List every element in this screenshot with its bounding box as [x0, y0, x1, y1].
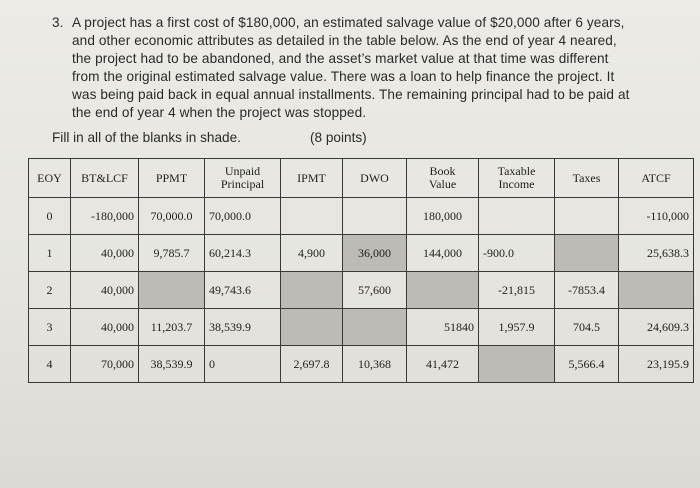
problem-line: the project had to be abandoned, and the asset’s market value at that time was different — [72, 51, 609, 66]
table-cell: 23,195.9 — [619, 346, 694, 383]
column-header-label: PPMT — [155, 170, 188, 185]
table-cell: 57,600 — [343, 272, 407, 309]
column-header-label: Book — [429, 164, 456, 178]
table-cell: 3 — [29, 309, 71, 346]
column-header — [479, 159, 555, 198]
table-cell: 1,957.9 — [479, 309, 555, 346]
table-cell: 4 — [29, 346, 71, 383]
column-header-label: EOY — [37, 170, 62, 185]
instruction-text: Fill in all of the blanks in shade. — [52, 130, 241, 145]
table-cell: 144,000 — [407, 235, 479, 272]
column-header-label: Principal — [220, 177, 265, 191]
table-cell: -7853.4 — [555, 272, 619, 309]
table-cell: -110,000 — [619, 198, 694, 235]
problem-statement — [52, 14, 672, 122]
table-row — [29, 309, 694, 346]
instruction-line — [52, 130, 452, 145]
problem-number: 3. — [52, 15, 64, 30]
column-header-label: Unpaid — [224, 164, 261, 178]
column-header-label: Income — [498, 177, 535, 191]
column-header-label: DWO — [360, 170, 389, 185]
blank-shaded-cell[interactable] — [555, 235, 619, 272]
table-cell: 40,000 — [71, 272, 139, 309]
cash-flow-table — [28, 158, 694, 383]
blank-shaded-cell[interactable] — [619, 272, 694, 309]
column-header — [139, 159, 205, 198]
table-row — [29, 346, 694, 383]
table-cell: -180,000 — [71, 198, 139, 235]
column-header — [71, 159, 139, 198]
table-cell: 10,368 — [343, 346, 407, 383]
table-cell: 180,000 — [407, 198, 479, 235]
column-header — [281, 159, 343, 198]
table-cell: -21,815 — [479, 272, 555, 309]
column-header — [29, 159, 71, 198]
problem-line: A project has a first cost of $180,000, an estimated salvage value of $20,000 after 6 years, — [72, 15, 625, 30]
column-header-label: Taxable — [497, 164, 536, 178]
table-cell: 38,539.9 — [139, 346, 205, 383]
table-cell: 2 — [29, 272, 71, 309]
table-cell: 70,000.0 — [139, 198, 205, 235]
points-label: (8 points) — [310, 130, 367, 145]
table-cell — [479, 198, 555, 235]
table-cell: 4,900 — [281, 235, 343, 272]
column-header-label: ATCF — [641, 170, 671, 185]
blank-shaded-cell[interactable] — [139, 272, 205, 309]
problem-line: and other economic attributes as detailed in the table below. As the end of year 4 neared, — [72, 33, 617, 48]
table-cell: 0 — [29, 198, 71, 235]
table-row — [29, 235, 694, 272]
blank-shaded-cell[interactable]: 36,000 — [343, 235, 407, 272]
table-cell: 70,000.0 — [205, 198, 281, 235]
column-header-label: Taxes — [572, 170, 601, 185]
table-cell: 25,638.3 — [619, 235, 694, 272]
column-header — [205, 159, 281, 198]
blank-shaded-cell[interactable] — [281, 272, 343, 309]
table-row — [29, 198, 694, 235]
blank-shaded-cell[interactable] — [281, 309, 343, 346]
table-cell: 0 — [205, 346, 281, 383]
blank-shaded-cell[interactable] — [479, 346, 555, 383]
column-header-label: Value — [428, 177, 457, 191]
column-header-label: IPMT — [297, 170, 326, 185]
table-cell: 24,609.3 — [619, 309, 694, 346]
column-header — [555, 159, 619, 198]
table-cell: 40,000 — [71, 309, 139, 346]
table-cell: 1 — [29, 235, 71, 272]
problem-text — [72, 14, 672, 122]
table-cell — [555, 198, 619, 235]
table-cell: 704.5 — [555, 309, 619, 346]
table-cell: 41,472 — [407, 346, 479, 383]
table-cell — [281, 198, 343, 235]
table-cell: 9,785.7 — [139, 235, 205, 272]
problem-line: from the original estimated salvage value. There was a loan to help finance the project. It — [72, 69, 615, 84]
table-cell: 51840 — [407, 309, 479, 346]
table-header-row — [29, 159, 694, 198]
table-cell: 5,566.4 — [555, 346, 619, 383]
table-cell: 60,214.3 — [205, 235, 281, 272]
table-cell: -900.0 — [479, 235, 555, 272]
table-cell: 2,697.8 — [281, 346, 343, 383]
table-cell: 49,743.6 — [205, 272, 281, 309]
column-header — [343, 159, 407, 198]
table-cell: 70,000 — [71, 346, 139, 383]
problem-line: was being paid back in equal annual installments. The remaining principal had to be paid at — [72, 87, 630, 102]
problem-line: the end of year 4 when the project was stopped. — [72, 105, 367, 120]
table-cell: 38,539.9 — [205, 309, 281, 346]
table-cell — [343, 198, 407, 235]
table-cell: 11,203.7 — [139, 309, 205, 346]
table-cell: 40,000 — [71, 235, 139, 272]
column-header — [407, 159, 479, 198]
blank-shaded-cell[interactable] — [407, 272, 479, 309]
column-header-label: BT&LCF — [81, 170, 128, 185]
table-row — [29, 272, 694, 309]
column-header — [619, 159, 694, 198]
blank-shaded-cell[interactable] — [343, 309, 407, 346]
